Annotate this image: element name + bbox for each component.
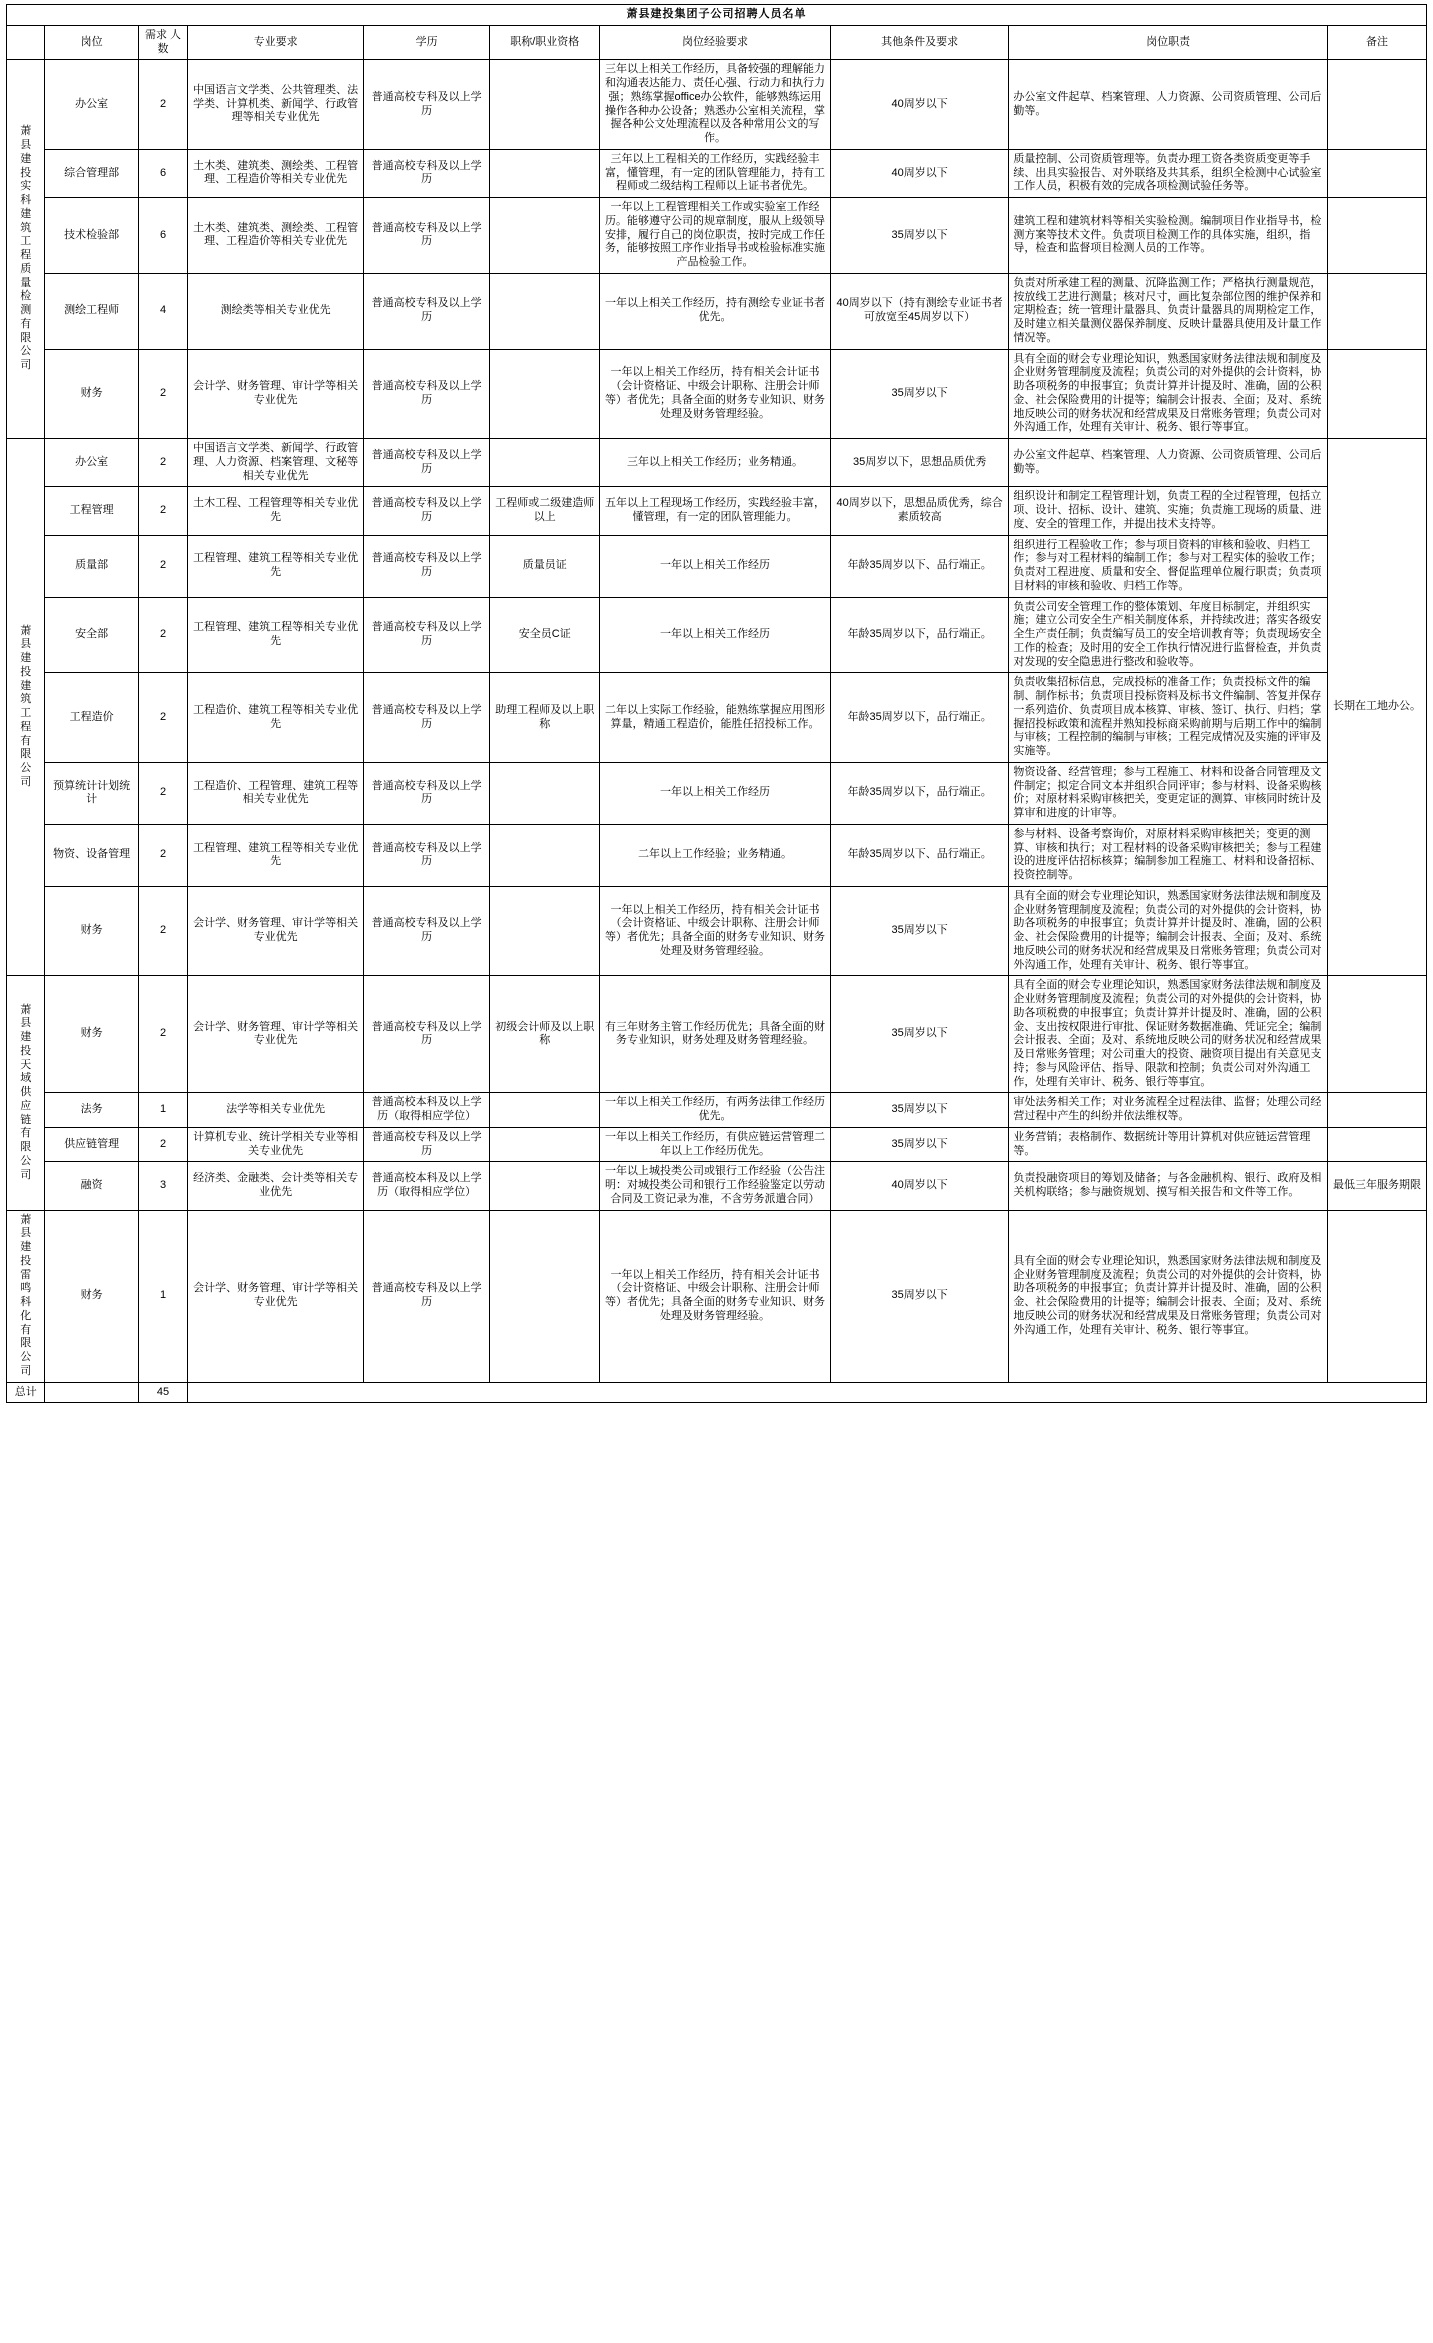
- cell-education: 普通高校专科及以上学历: [364, 439, 490, 487]
- cell-duty: 负责投融资项目的筹划及储备；与各金融机构、银行、政府及相关机构联络；参与融资规划、摸写相关报告和文件等工作。: [1009, 1162, 1328, 1210]
- cell-position: 技术检验部: [45, 198, 138, 274]
- cell-duty: 负责对所承建工程的测量、沉降监测工作；严格执行测量规范，按放线工艺进行测量；核对尺寸，画比复杂部位图的维护保养和定期检查；统一管理计量器具、负责计量器具的周期检定工作，及时建立相关量测仪器保养制度、反映计量器具使用及计量工作情况等。: [1009, 273, 1328, 349]
- cell-number: 2: [138, 597, 187, 673]
- table-row: [7, 976, 1427, 1093]
- cell-major: 会计学、财务管理、审计学等相关专业优先: [188, 886, 364, 976]
- cell-cert: [490, 762, 600, 824]
- cell-education: 普通高校专科及以上学历: [364, 198, 490, 274]
- cell-duty: 办公室文件起草、档案管理、人力资源、公司资质管理、公司后勤等。: [1009, 439, 1328, 487]
- cell-position: 供应链管理: [45, 1127, 138, 1162]
- cell-duty: 质量控制、公司资质管理等。负责办理工资各类资质变更等手续、出具实验报告、对外联络及共其系，组织全检测中心试验室工作人员，积极有效的完成各项检测试验任务等。: [1009, 149, 1328, 197]
- cell-other: 35周岁以下: [830, 886, 1009, 976]
- cell-cert: [490, 824, 600, 886]
- cell-major: 工程管理、建筑工程等相关专业优先: [188, 535, 364, 597]
- cell-duty: 具有全面的财会专业理论知识，熟悉国家财务法律法规和制度及企业财务管理制度及流程；负责公司的对外提供的会计资料，协助各项税务的申报事宜；负责计算并计提及时、准确，固的公积金、社会保险费用的计提等；编制会计报表、全面；及对、系统地反映公司的财务状况和经营成果及日常账务管理；负责公司对外沟通工作，处理有关审计、税务、银行等事宜。: [1009, 886, 1328, 976]
- cell-number: 6: [138, 198, 187, 274]
- total-label-cell: [45, 1382, 138, 1403]
- cell-number: 2: [138, 762, 187, 824]
- cell-duty: 建筑工程和建筑材料等相关实验检测。编制项目作业指导书，检测方案等技术文件。负责项目检测工作的具体实施，组织，指导，检查和监督项目检测人员的工作等。: [1009, 198, 1328, 274]
- cell-experience: 一年以上相关工作经历: [600, 535, 831, 597]
- cell-number: 2: [138, 60, 187, 150]
- cell-experience: 二年以上工作经验；业务精通。: [600, 824, 831, 886]
- cell-cert: 工程师或二级建造师以上: [490, 487, 600, 535]
- cell-position: 办公室: [45, 60, 138, 150]
- cell-other: 35周岁以下，思想品质优秀: [830, 439, 1009, 487]
- cell-cert: [490, 439, 600, 487]
- cell-position: 安全部: [45, 597, 138, 673]
- cell-number: 1: [138, 1210, 187, 1382]
- cell-number: 2: [138, 349, 187, 439]
- table-row: [7, 1127, 1427, 1162]
- cell-other: 40周岁以下，思想品质优秀，综合素质较高: [830, 487, 1009, 535]
- cell-other: 年龄35周岁以下，品行端正。: [830, 673, 1009, 763]
- cell-number: 2: [138, 535, 187, 597]
- cell-other: 35周岁以下: [830, 1127, 1009, 1162]
- cell-number: 2: [138, 824, 187, 886]
- cell-other: 40周岁以下: [830, 60, 1009, 150]
- cell-education: 普通高校专科及以上学历: [364, 824, 490, 886]
- cell-duty: 具有全面的财会专业理论知识，熟悉国家财务法律法规和制度及企业财务管理制度及流程；负责公司的对外提供的会计资料，协助各项税务的申报事宜；负责计算并计提及时、准确，固的公积金、社会保险费用的计提等；编制会计报表、全面；及对、系统地反映公司的财务状况和经营成果及日常账务管理；负责公司对外沟通工作，处理有关审计、税务、银行等事宜。: [1009, 349, 1328, 439]
- cell-remark: [1327, 60, 1426, 150]
- cell-major: 土木工程、工程管理等相关专业优先: [188, 487, 364, 535]
- cell-major: 中国语言文学类、公共管理类、法学类、计算机类、新闻学、行政管理等相关专业优先: [188, 60, 364, 150]
- cell-major: 计算机专业、统计学相关专业等相关专业优先: [188, 1127, 364, 1162]
- company-cell: 萧 县 建 投 雷 鸣 科 化 有 限 公 司: [7, 1210, 45, 1382]
- table-row: [7, 886, 1427, 976]
- company-cell: 萧 县 建 投 天 域 供 应 链 有 限 公 司: [7, 976, 45, 1210]
- cell-major: 工程管理、建筑工程等相关专业优先: [188, 824, 364, 886]
- cell-major: 工程造价、建筑工程等相关专业优先: [188, 673, 364, 763]
- cell-cert: [490, 349, 600, 439]
- cell-position: 测绘工程师: [45, 273, 138, 349]
- header-company: [7, 25, 45, 60]
- cell-other: 年龄35周岁以下，品行端正。: [830, 762, 1009, 824]
- cell-education: 普通高校专科及以上学历: [364, 597, 490, 673]
- cell-education: 普通高校专科及以上学历: [364, 673, 490, 763]
- cell-experience: 一年以上相关工作经历，持有相关会计证书（会计资格证、中级会计职称、注册会计师等）者优先；具备全面的财务专业知识、财务处理及财务管理经验。: [600, 1210, 831, 1382]
- cell-experience: 三年以上相关工作经历，具备较强的理解能力和沟通表达能力、责任心强、行动力和执行力强；熟练掌握office办公软件，能够熟练运用操作各种办公设备；熟悉办公室相关流程，掌握各种公文处理流程以及各种常用公文的写作。: [600, 60, 831, 150]
- cell-experience: 一年以上相关工作经历，持有相关会计证书（会计资格证、中级会计职称、注册会计师等）者优先；具备全面的财务专业知识、财务处理及财务管理经验。: [600, 886, 831, 976]
- cell-cert: 安全员C证: [490, 597, 600, 673]
- cell-position: 工程造价: [45, 673, 138, 763]
- cell-experience: 有三年财务主管工作经历优先；具备全面的财务专业知识，财务处理及财务管理经验。: [600, 976, 831, 1093]
- cell-experience: 一年以上相关工作经历，持有测绘专业证书者优先。: [600, 273, 831, 349]
- cell-major: 会计学、财务管理、审计学等相关专业优先: [188, 976, 364, 1093]
- cell-position: 综合管理部: [45, 149, 138, 197]
- cell-cert: 初级会计师及以上职称: [490, 976, 600, 1093]
- table-row: [7, 1093, 1427, 1128]
- cell-cert: [490, 273, 600, 349]
- cell-other: 35周岁以下: [830, 1093, 1009, 1128]
- cell-remark: [1327, 149, 1426, 197]
- table-body: [7, 60, 1427, 1403]
- cell-position: 质量部: [45, 535, 138, 597]
- cell-number: 2: [138, 886, 187, 976]
- header-number: 需求 人数: [138, 25, 187, 60]
- cell-duty: 组织设计和制定工程管理计划，负责工程的全过程管理，包括立项、设计、招标、设计、建筑、实施；负责施工现场的质量、进度、安全的管理工作，并提出技术支持等。: [1009, 487, 1328, 535]
- cell-number: 4: [138, 273, 187, 349]
- cell-experience: 一年以上相关工作经历: [600, 597, 831, 673]
- header-experience: 岗位经验要求: [600, 25, 831, 60]
- page-title: 萧县建投集团子公司招聘人员名单: [7, 5, 1427, 26]
- cell-experience: 一年以上工程管理相关工作或实验室工作经历。能够遵守公司的规章制度，服从上级领导安排，履行自己的岗位职责，按时完成工作任务，能够按照工序作业指导书或检验标准实施产品检验工作。: [600, 198, 831, 274]
- cell-other: 35周岁以下: [830, 349, 1009, 439]
- table-row: [7, 149, 1427, 197]
- header-cert: 职称/职业资格: [490, 25, 600, 60]
- cell-number: 2: [138, 976, 187, 1093]
- cell-major: 经济类、金融类、会计类等相关专业优先: [188, 1162, 364, 1210]
- cell-education: 普通高校本科及以上学历（取得相应学位）: [364, 1093, 490, 1128]
- cell-education: 普通高校专科及以上学历: [364, 535, 490, 597]
- cell-other: 40周岁以下: [830, 1162, 1009, 1210]
- cell-number: 6: [138, 149, 187, 197]
- total-label: 总计: [7, 1382, 45, 1403]
- table-row: [7, 273, 1427, 349]
- cell-remark: [1327, 349, 1426, 439]
- total-filler: [188, 1382, 1427, 1403]
- cell-major: 法学等相关专业优先: [188, 1093, 364, 1128]
- cell-cert: [490, 886, 600, 976]
- table-row: [7, 198, 1427, 274]
- header-other: 其他条件及要求: [830, 25, 1009, 60]
- table-row: [7, 349, 1427, 439]
- cell-duty: 办公室文件起草、档案管理、人力资源、公司资质管理、公司后勤等。: [1009, 60, 1328, 150]
- cell-major: 中国语言文学类、新闻学、行政管理、人力资源、档案管理、文秘等相关专业优先: [188, 439, 364, 487]
- cell-position: 预算统计计划统计: [45, 762, 138, 824]
- header-row: [7, 25, 1427, 60]
- cell-duty: 物资设备、经营管理；参与工程施工、材料和设备合同管理及文件制定；拟定合同文本并组织合同评审；参与材料、设备采购核价；对原材料采购审核把关，变更定证的测算、审核同时统计及算审和进度的计审等。: [1009, 762, 1328, 824]
- cell-experience: 一年以上相关工作经历: [600, 762, 831, 824]
- cell-experience: 二年以上实际工作经验，能熟练掌握应用图形算量，精通工程造价，能胜任招投标工作。: [600, 673, 831, 763]
- cell-education: 普通高校专科及以上学历: [364, 149, 490, 197]
- cell-duty: 参与材料、设备考察询价，对原材料采购审核把关；变更的测算、审核和执行；对工程材料的设备采购审核把关；参与工程建设的进度评估招标核算；编制参加工程施工、材料和设备招标、投资控制等。: [1009, 824, 1328, 886]
- cell-duty: 具有全面的财会专业理论知识，熟悉国家财务法律法规和制度及企业财务管理制度及流程；负责公司的对外提供的会计资料，协助各项税费的申报事宜；负责计算并计提及时、准确，固的公积金、支出按权限进行审批、保证财务数据准确、凭证完全；编制会计报表、全面；及对、系统地反映公司的财务状况和经营成果及日常账务管理；对公司重大的投资、融资项目提出有关意见支持；参与风险评估、指导、限款和控制；负责公司对外沟通工作，处理有关审计、税务、银行等事宜。: [1009, 976, 1328, 1093]
- total-value: 45: [138, 1382, 187, 1403]
- cell-education: 普通高校专科及以上学历: [364, 273, 490, 349]
- table-row: [7, 487, 1427, 535]
- cell-education: 普通高校专科及以上学历: [364, 487, 490, 535]
- cell-other: 35周岁以下: [830, 1210, 1009, 1382]
- cell-cert: [490, 1093, 600, 1128]
- cell-cert: [490, 1210, 600, 1382]
- cell-education: 普通高校专科及以上学历: [364, 976, 490, 1093]
- cell-experience: 一年以上相关工作经历，持有相关会计证书（会计资格证、中级会计职称、注册会计师等）者优先；具备全面的财务专业知识、财务处理及财务管理经验。: [600, 349, 831, 439]
- table-row: [7, 60, 1427, 150]
- table-row: [7, 1162, 1427, 1210]
- cell-remark: [1327, 198, 1426, 274]
- cell-position: 办公室: [45, 439, 138, 487]
- cell-duty: 具有全面的财会专业理论知识，熟悉国家财务法律法规和制度及企业财务管理制度及流程；负责公司的对外提供的会计资料，协助各项税务的申报事宜；负责计算并计提及时、准确，固的公积金、社会保险费用的计提等；编制会计报表、全面；及对、系统地反映公司的财务状况和经营成果及日常账务管理；负责公司对外沟通工作，处理有关审计、税务、银行等事宜。: [1009, 1210, 1328, 1382]
- cell-number: 2: [138, 487, 187, 535]
- header-position: 岗位: [45, 25, 138, 60]
- cell-remark: [1327, 1093, 1426, 1128]
- cell-remark: [1327, 1210, 1426, 1382]
- cell-remark: 长期在工地办公。: [1327, 439, 1426, 976]
- cell-major: 土木类、建筑类、测绘类、工程管理、工程造价等相关专业优先: [188, 198, 364, 274]
- cell-education: 普通高校本科及以上学历（取得相应学位）: [364, 1162, 490, 1210]
- cell-duty: 负责公司安全管理工作的整体策划、年度目标制定，并组织实施；建立公司安全生产相关制度体系，并持续改进；落实各级安全生产责任制；负责编写员工的安全培训教育等；负责现场安全工作的检查；及时用的安全工作执行情况进行监督检查，并负责对发现的安全隐患进行整改和验收等。: [1009, 597, 1328, 673]
- title-row: [7, 5, 1427, 26]
- cell-education: 普通高校专科及以上学历: [364, 762, 490, 824]
- table-row: [7, 597, 1427, 673]
- cell-position: 财务: [45, 976, 138, 1093]
- table-row: [7, 824, 1427, 886]
- cell-position: 融资: [45, 1162, 138, 1210]
- cell-remark: [1327, 1127, 1426, 1162]
- total-row: [7, 1382, 1427, 1403]
- cell-experience: 一年以上城投类公司或银行工作经验（公告注明：对城投类公司和银行工作经验鉴定以劳动合同及工资记录为准，不含劳务派遣合同）: [600, 1162, 831, 1210]
- cell-experience: 五年以上工程现场工作经历，实践经验丰富，懂管理，有一定的团队管理能力。: [600, 487, 831, 535]
- cell-education: 普通高校专科及以上学历: [364, 1210, 490, 1382]
- cell-position: 法务: [45, 1093, 138, 1128]
- header-remark: 备注: [1327, 25, 1426, 60]
- table-row: [7, 439, 1427, 487]
- cell-cert: 质量员证: [490, 535, 600, 597]
- header-major: 专业要求: [188, 25, 364, 60]
- cell-other: 年龄35周岁以下、品行端正。: [830, 824, 1009, 886]
- cell-position: 工程管理: [45, 487, 138, 535]
- cell-position: 财务: [45, 1210, 138, 1382]
- cell-education: 普通高校专科及以上学历: [364, 886, 490, 976]
- cell-number: 2: [138, 439, 187, 487]
- cell-major: 测绘类等相关专业优先: [188, 273, 364, 349]
- table-row: [7, 762, 1427, 824]
- cell-duty: 组织进行工程验收工作；参与项目资料的审核和验收、归档工作；参与对工程材料的编制工作；参与对工程实体的验收工作；负责对工程进度、质量和安全、督促监理单位履行职责；负责项目材料的审核和验收、归档工作等。: [1009, 535, 1328, 597]
- cell-other: 40周岁以下（持有测绘专业证书者可放宽至45周岁以下）: [830, 273, 1009, 349]
- cell-education: 普通高校专科及以上学历: [364, 60, 490, 150]
- cell-number: 2: [138, 673, 187, 763]
- cell-duty: 负责收集招标信息，完成投标的准备工作；负责投标文件的编制、制作标书；负责项目投标资料及标书文件编制、答复并保存一系列造价、负责项目成本核算、审核、签订、执行、归档；掌握招投标政策和流程并熟知投标商采购前期与后期工作中的编制与审核；工程控制的编制与审核；工程完成情况及实施的评审及实施等。: [1009, 673, 1328, 763]
- table-row: [7, 535, 1427, 597]
- cell-duty: 审处法务相关工作；对业务流程全过程法律、监督；处理公司经营过程中产生的纠纷并依法维权等。: [1009, 1093, 1328, 1128]
- cell-experience: 三年以上工程相关的工作经历，实践经验丰富，懂管理，有一定的团队管理能力，持有工程师或二级结构工程师以上证书者优先。: [600, 149, 831, 197]
- cell-cert: [490, 1162, 600, 1210]
- header-education: 学历: [364, 25, 490, 60]
- cell-major: 会计学、财务管理、审计学等相关专业优先: [188, 349, 364, 439]
- recruitment-table: [6, 4, 1427, 1403]
- cell-cert: [490, 149, 600, 197]
- cell-cert: 助理工程师及以上职称: [490, 673, 600, 763]
- table-row: [7, 1210, 1427, 1382]
- cell-experience: 一年以上相关工作经历，有两务法律工作经历优先。: [600, 1093, 831, 1128]
- cell-remark: 最低三年服务期限: [1327, 1162, 1426, 1210]
- cell-major: 土木类、建筑类、测绘类、工程管理、工程造价等相关专业优先: [188, 149, 364, 197]
- cell-education: 普通高校专科及以上学历: [364, 349, 490, 439]
- cell-education: 普通高校专科及以上学历: [364, 1127, 490, 1162]
- cell-other: 年龄35周岁以下、品行端正。: [830, 535, 1009, 597]
- company-cell: 萧 县 建 投 建 筑 工 程 有 限 公 司: [7, 439, 45, 976]
- cell-cert: [490, 60, 600, 150]
- cell-other: 40周岁以下: [830, 149, 1009, 197]
- cell-cert: [490, 198, 600, 274]
- cell-number: 1: [138, 1093, 187, 1128]
- table-row: [7, 673, 1427, 763]
- cell-experience: 三年以上相关工作经历；业务精通。: [600, 439, 831, 487]
- company-cell: 萧 县 建 投 实 科 建 筑 工 程 质 量 检 测 有 限 公 司: [7, 60, 45, 439]
- cell-cert: [490, 1127, 600, 1162]
- cell-number: 2: [138, 1127, 187, 1162]
- cell-major: 会计学、财务管理、审计学等相关专业优先: [188, 1210, 364, 1382]
- cell-other: 35周岁以下: [830, 976, 1009, 1093]
- cell-duty: 业务营销；表格制作、数据统计等用计算机对供应链运营管理等。: [1009, 1127, 1328, 1162]
- cell-experience: 一年以上相关工作经历，有供应链运营管理二年以上工作经历优先。: [600, 1127, 831, 1162]
- cell-other: 年龄35周岁以下，品行端正。: [830, 597, 1009, 673]
- cell-position: 财务: [45, 349, 138, 439]
- header-duty: 岗位职责: [1009, 25, 1328, 60]
- cell-major: 工程管理、建筑工程等相关专业优先: [188, 597, 364, 673]
- cell-remark: [1327, 976, 1426, 1093]
- cell-position: 物资、设备管理: [45, 824, 138, 886]
- cell-remark: [1327, 273, 1426, 349]
- cell-position: 财务: [45, 886, 138, 976]
- cell-number: 3: [138, 1162, 187, 1210]
- cell-major: 工程造价、工程管理、建筑工程等相关专业优先: [188, 762, 364, 824]
- cell-other: 35周岁以下: [830, 198, 1009, 274]
